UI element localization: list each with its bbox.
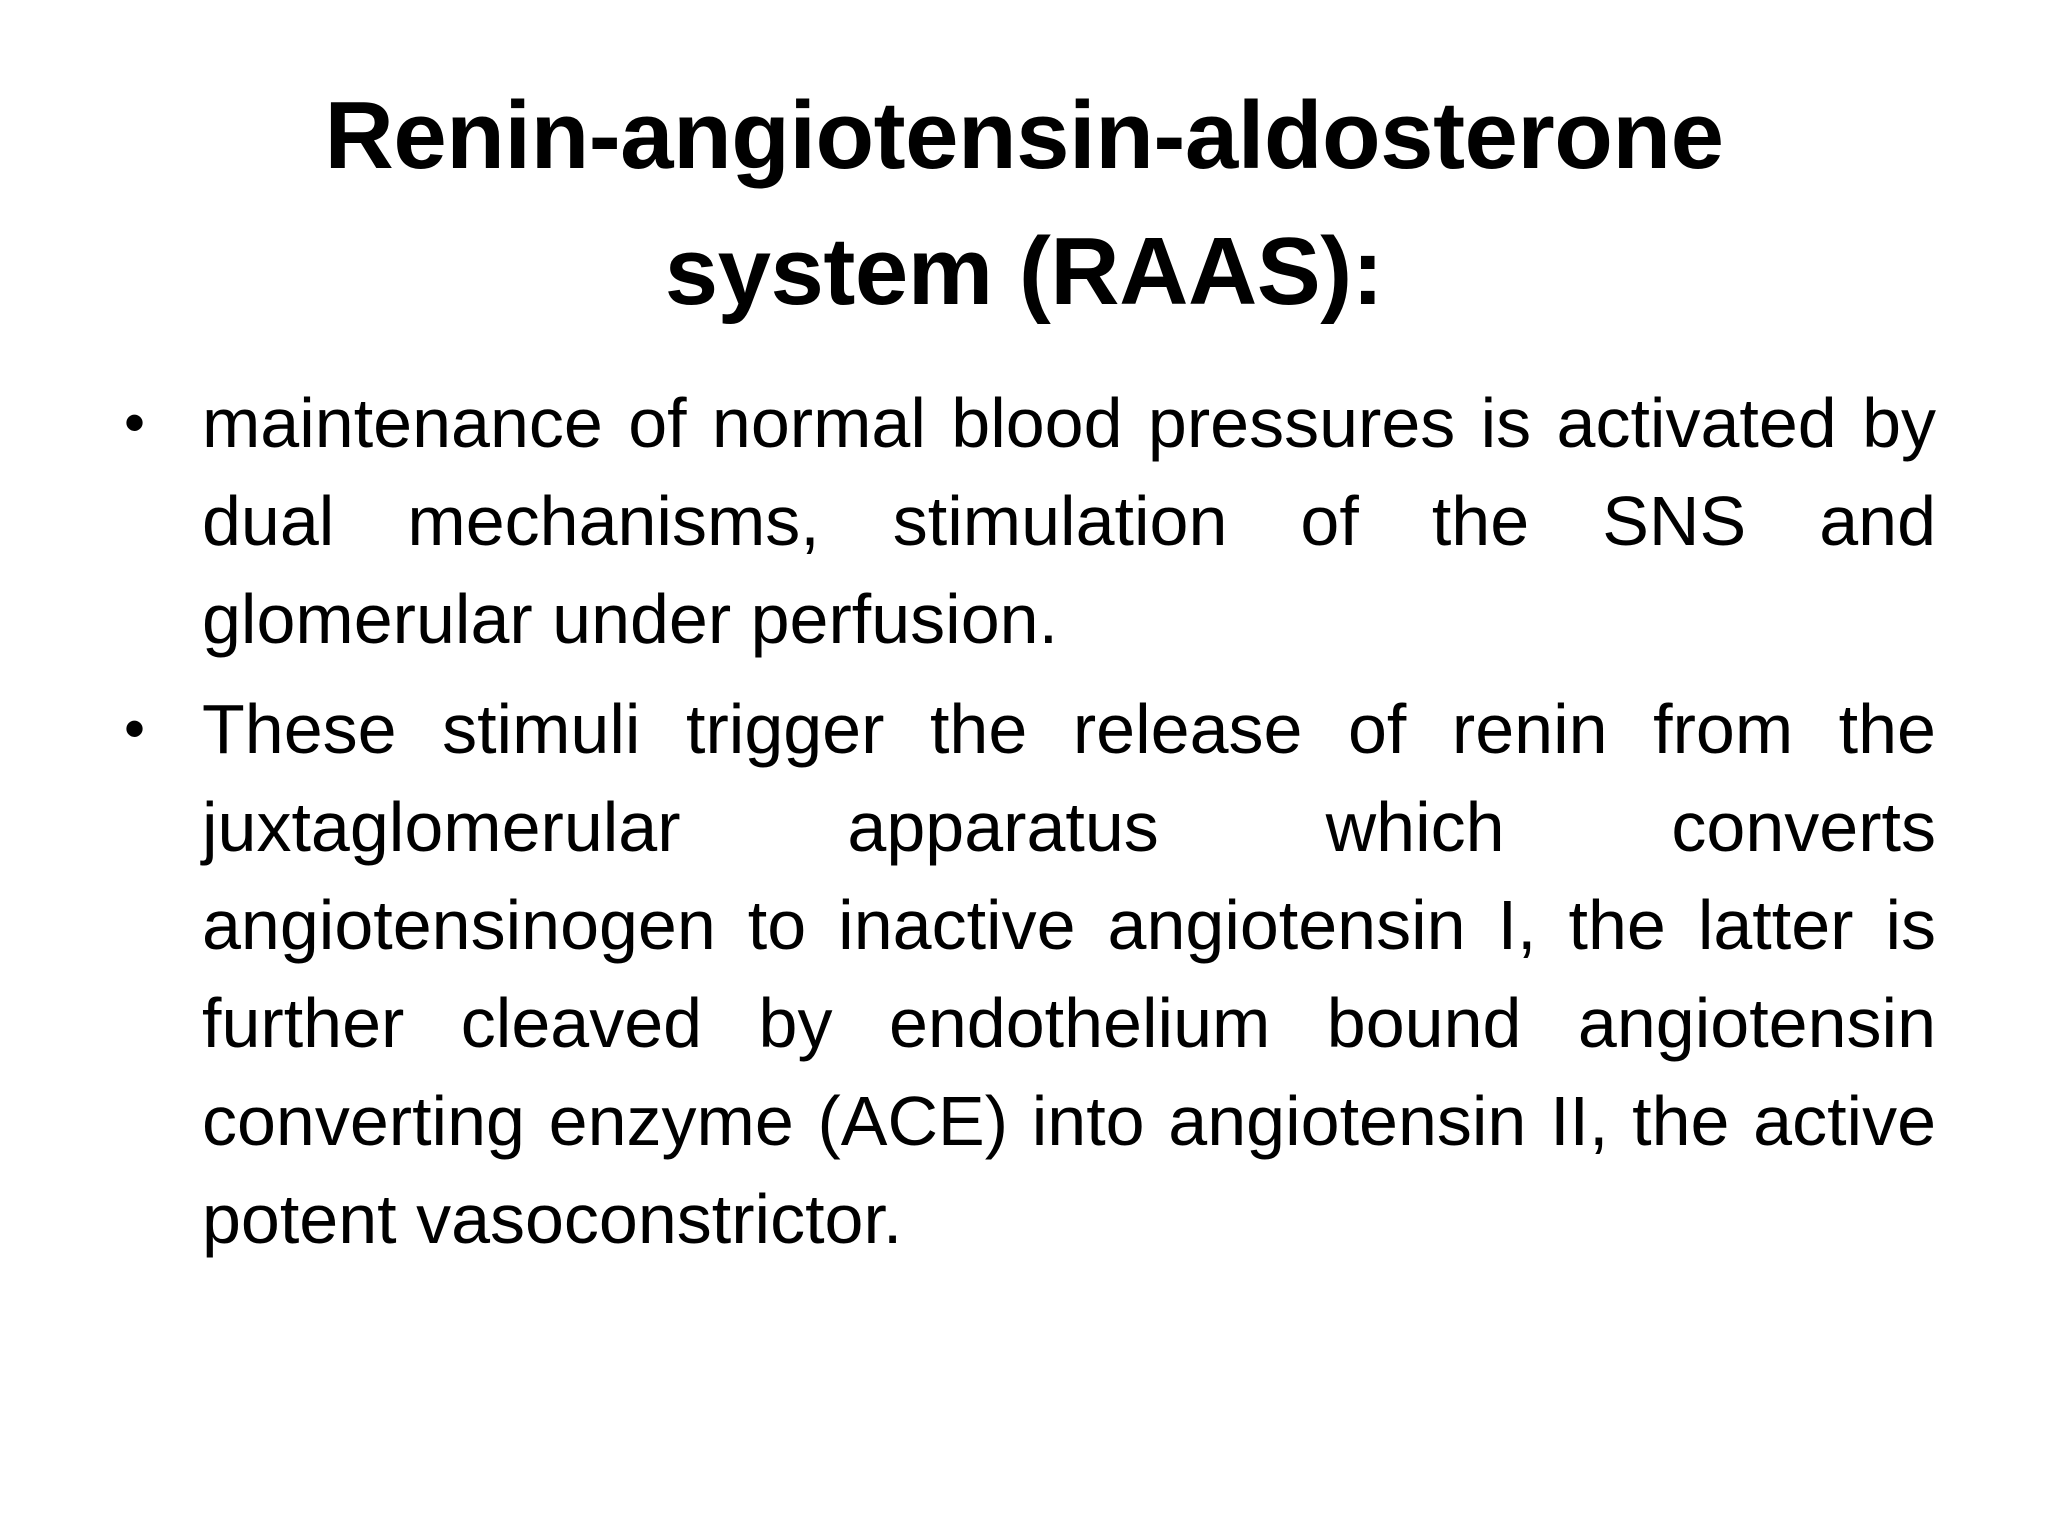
bullet-item-1 xyxy=(122,374,1936,668)
bullet-icon: • xyxy=(124,389,146,456)
slide-title-line-2: system (RAAS): xyxy=(664,218,1384,325)
bullet-list xyxy=(122,374,1936,1280)
bullet-text-2: These stimuli trigger the release of renin from the juxtaglomerular apparatus which converts angiotensinogen to inactive angiotensin I, the latter is further cleaved by endothelium bound angiotensin converting enzyme (ACE) into angiotensin II, the active potent vasoconstrictor. xyxy=(202,690,1936,1258)
slide-title-line-1: Renin-angiotensin-aldosterone xyxy=(324,82,1724,189)
bullet-icon: • xyxy=(124,695,146,762)
bullet-item-2 xyxy=(122,680,1936,1268)
bullet-text-1: maintenance of normal blood pressures is activated by dual mechanisms, stimulation of the SNS and glomerular under perfusion. xyxy=(202,384,1936,658)
slide-title xyxy=(180,68,1868,340)
